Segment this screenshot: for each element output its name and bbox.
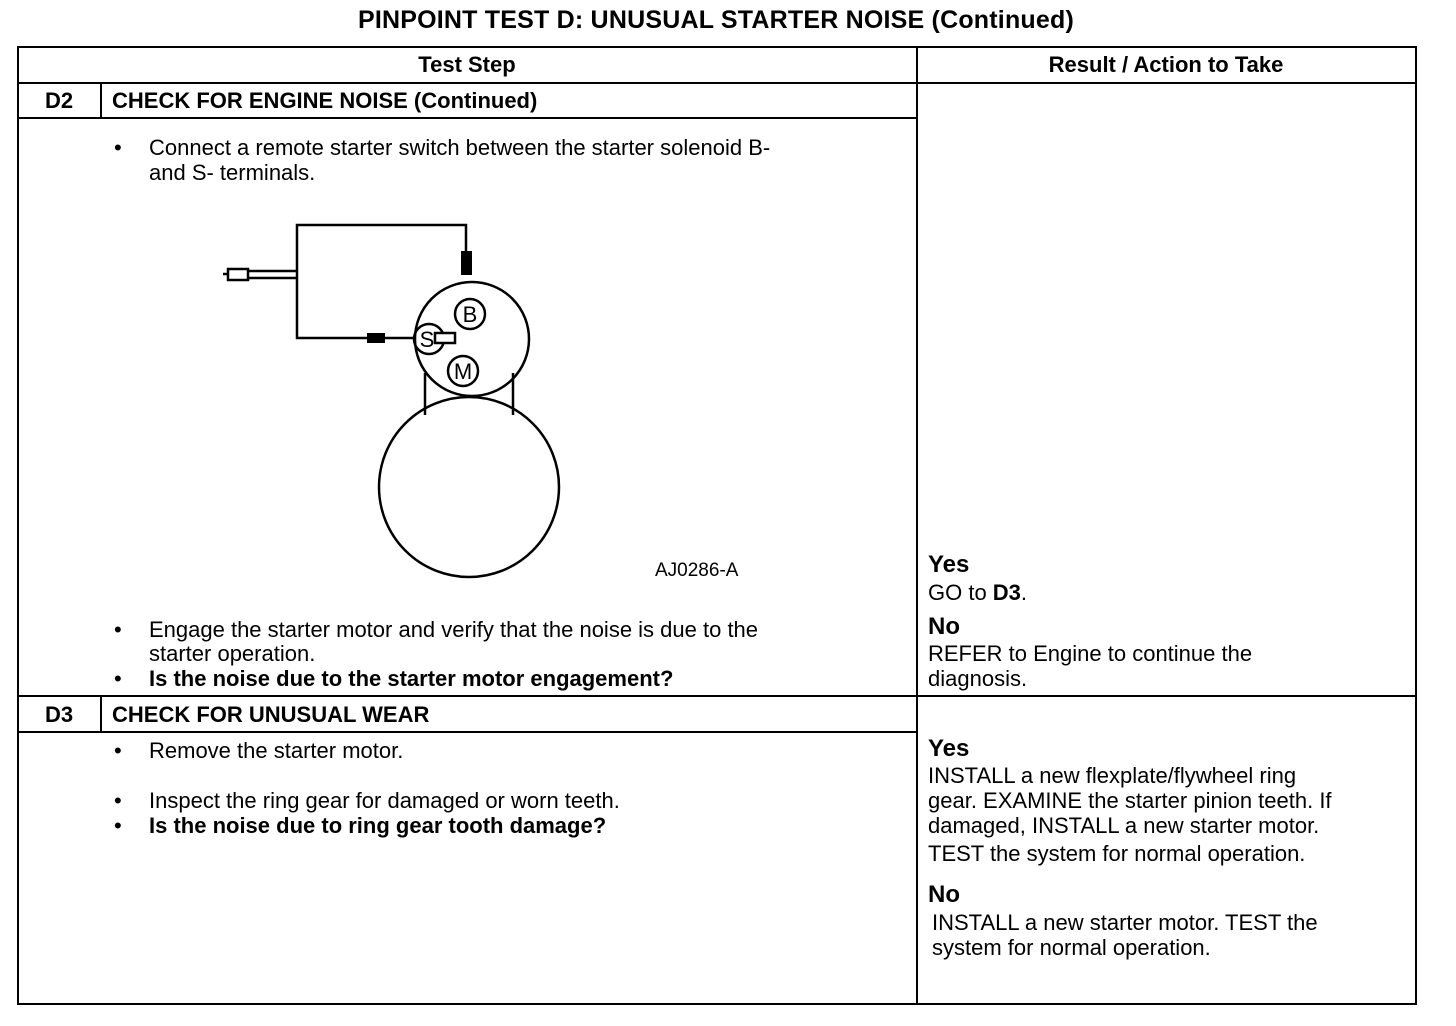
page-title: PINPOINT TEST D: UNUSUAL STARTER NOISE (Continued) [357,6,1074,34]
header-result-action: Result / Action to Take [1048,52,1284,77]
d2-yes-label: Yes [928,551,970,578]
remote-switch-wire-top [297,225,466,285]
d2-no-line-2: diagnosis. [928,666,1028,691]
d3-no-line-1: INSTALL a new starter motor. TEST the [932,910,1318,935]
d2-yes-text [928,580,1027,605]
d2-heading-divider [17,117,918,119]
d2-yes-suffix: . [1020,580,1028,605]
d2-yes-prefix: GO to [928,580,993,605]
motor-circle [379,397,559,577]
d2-question: Is the noise due to the starter motor engagement? [149,666,674,691]
d3-no-line-2: system for normal operation. [932,935,1211,960]
d3-bullet-2-glyph: • [114,788,122,813]
d2-heading: CHECK FOR ENGINE NOISE (Continued) [112,88,538,113]
terminal-s-label: S [419,327,435,352]
s-connector [367,333,385,343]
d2-no-label: No [928,613,960,640]
d2-bullet-2-line-1: Engage the starter motor and verify that the noise is due to the [149,617,759,642]
d2-d3-divider [17,695,1417,697]
d3-bullet-3-glyph: • [114,813,122,838]
d3-heading: CHECK FOR UNUSUAL WEAR [112,702,430,727]
d3-yes-label: Yes [928,735,970,762]
column-divider [916,46,918,1005]
figure-label: AJ0286-A [655,560,739,581]
lead-end [228,269,248,280]
d3-question: Is the noise due to ring gear tooth damage? [149,813,607,838]
d2-bullet-2-line-2: starter operation. [149,641,316,666]
b-connector [461,251,472,275]
starter-solenoid-diagram [215,215,765,585]
d2-bullet-1-line-1: Connect a remote starter switch between the starter solenoid B- [149,135,771,160]
d2-bullet-3-glyph: • [114,666,122,691]
d3-heading-divider [17,731,918,733]
d2-bullet-1-line-2: and S- terminals. [149,160,316,185]
d3-yes-line-1: INSTALL a new flexplate/flywheel ring [928,763,1297,788]
d3-bullet-2: Inspect the ring gear for damaged or worn teeth. [149,788,620,813]
d3-step-id: D3 [44,702,74,727]
d2-yes-step-ref: D3 [992,580,1021,605]
d3-no-label: No [928,881,960,908]
d3-yes-line-2: gear. EXAMINE the starter pinion teeth. If [928,788,1332,813]
d3-bullet-1-glyph: • [114,738,122,763]
terminal-b-label: B [462,302,478,327]
d2-bullet-1-glyph: • [114,135,122,160]
remote-switch-wire-bottom [297,285,375,338]
d3-bullet-1: Remove the starter motor. [149,738,404,763]
d2-no-line-1: REFER to Engine to continue the [928,641,1253,666]
d2-step-id: D2 [44,88,74,113]
d2-bullet-2-glyph: • [114,617,122,642]
d3-yes-line-4: TEST the system for normal operation. [928,841,1306,866]
terminal-m-label: M [453,359,473,384]
d3-yes-line-3: damaged, INSTALL a new starter motor. [928,813,1320,838]
header-test-step: Test Step [418,52,516,77]
header-divider [17,82,1417,84]
